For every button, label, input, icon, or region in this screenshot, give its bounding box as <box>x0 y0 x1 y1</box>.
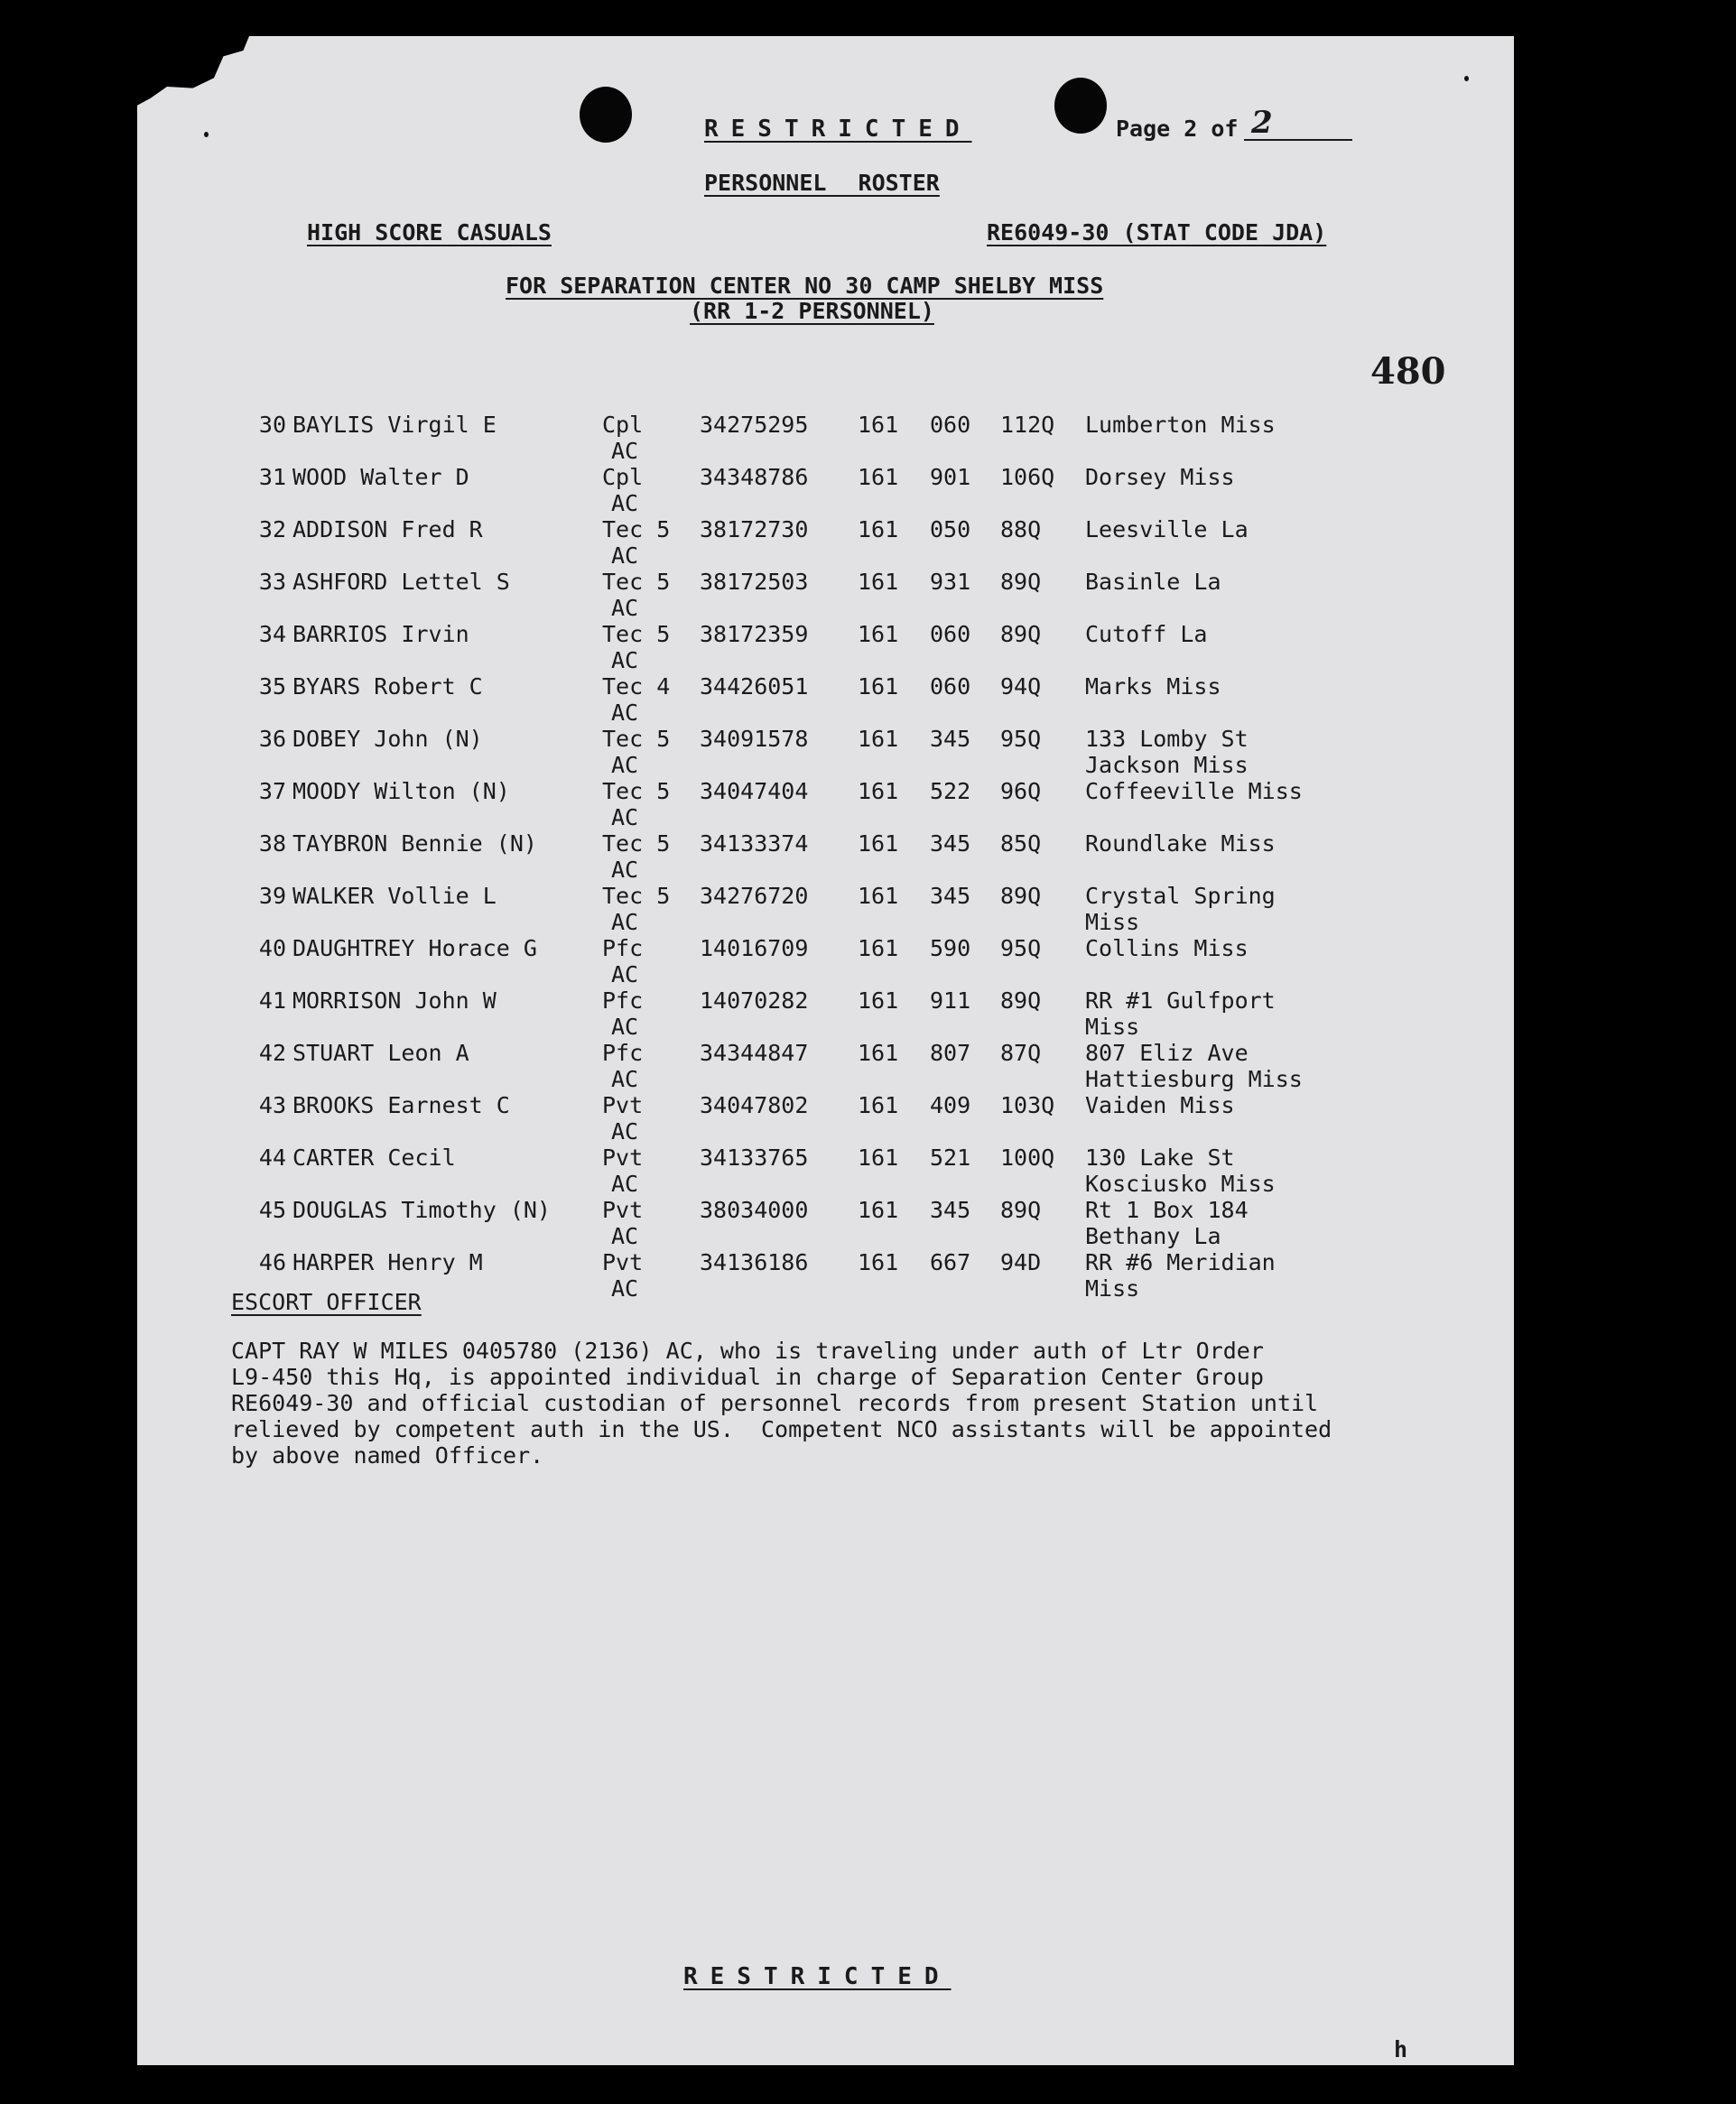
address-line: Rt 1 Box 184 <box>1085 1197 1249 1223</box>
score: 103Q <box>1000 1092 1055 1118</box>
code-a: 161 <box>858 883 899 909</box>
serial-number: 34047802 <box>700 1092 809 1118</box>
branch: AC <box>611 1066 639 1092</box>
roster-row <box>137 771 1514 830</box>
home-address <box>1085 1092 1235 1118</box>
escort-line: RE6049-30 and official custodian of personnel records from present Station until <box>231 1390 1319 1416</box>
row-number: 33 <box>258 569 286 595</box>
row-number: 30 <box>258 412 286 438</box>
escort-line: L9-450 this Hq, is appointed individual in charge of Separation Center Group <box>231 1364 1264 1390</box>
serial-number: 34275295 <box>700 412 809 438</box>
roster-row <box>137 823 1514 883</box>
row-number: 34 <box>258 621 286 647</box>
rank: Pvt <box>602 1092 644 1118</box>
soldier-name: BARRIOS Irvin <box>292 621 469 647</box>
rank: Tec 5 <box>602 621 671 647</box>
roster-row <box>137 1033 1514 1092</box>
serial-number: 34091578 <box>700 726 809 752</box>
header-restricted: RESTRICTED <box>704 116 972 143</box>
code-a: 161 <box>858 726 899 752</box>
code-b: 345 <box>930 1197 971 1223</box>
roster-row <box>137 718 1514 778</box>
code-b: 901 <box>930 464 971 490</box>
roster-row <box>137 666 1514 726</box>
row-number: 37 <box>258 778 286 804</box>
code-b: 667 <box>930 1249 971 1275</box>
home-address <box>1085 464 1235 490</box>
serial-number: 34344847 <box>700 1040 809 1066</box>
soldier-name: BAYLIS Virgil E <box>292 412 497 438</box>
punch-hole-right <box>1054 78 1107 134</box>
code-a: 161 <box>858 1249 899 1275</box>
branch: AC <box>611 542 639 569</box>
home-address <box>1085 621 1207 647</box>
home-address <box>1085 778 1303 804</box>
code-a: 161 <box>858 778 899 804</box>
address-line: Miss <box>1085 909 1140 935</box>
serial-number: 34133374 <box>700 830 809 857</box>
address-line: Lumberton Miss <box>1085 412 1276 438</box>
escort-paragraph <box>231 1338 1332 1469</box>
rank: Cpl <box>602 464 644 490</box>
branch: AC <box>611 961 639 987</box>
escort-line: CAPT RAY W MILES 0405780 (2136) AC, who is traveling under auth of Ltr Order <box>231 1338 1264 1364</box>
home-address <box>1085 1249 1276 1302</box>
serial-number: 34136186 <box>700 1249 809 1275</box>
code-a: 161 <box>858 673 899 700</box>
soldier-name: STUART Leon A <box>292 1040 469 1066</box>
rank: Pfc <box>602 987 644 1014</box>
serial-number: 38172503 <box>700 569 809 595</box>
address-line: 133 Lomby St <box>1085 726 1249 752</box>
roster-row <box>137 876 1514 935</box>
code-a: 161 <box>858 1197 899 1223</box>
soldier-name: BYARS Robert C <box>292 673 483 700</box>
score: 89Q <box>1000 987 1042 1014</box>
soldier-name: DOUGLAS Timothy (N) <box>292 1197 551 1223</box>
code-b: 050 <box>930 516 971 542</box>
score: 95Q <box>1000 935 1042 961</box>
row-number: 35 <box>258 673 286 700</box>
branch: AC <box>611 909 639 935</box>
branch: AC <box>611 804 639 830</box>
serial-number: 34276720 <box>700 883 809 909</box>
serial-number: 34133765 <box>700 1145 809 1171</box>
score: 87Q <box>1000 1040 1042 1066</box>
code-a: 161 <box>858 621 899 647</box>
soldier-name: CARTER Cecil <box>292 1145 456 1171</box>
address-line: Coffeeville Miss <box>1085 778 1303 804</box>
code-b: 060 <box>930 412 971 438</box>
page-total-handwritten: 2 <box>1251 105 1273 141</box>
rank: Tec 5 <box>602 726 671 752</box>
address-line: Vaiden Miss <box>1085 1092 1235 1118</box>
address-line: Basinle La <box>1085 569 1221 595</box>
rank: Pvt <box>602 1249 644 1275</box>
branch: AC <box>611 647 639 673</box>
address-line: Kosciusko Miss <box>1085 1171 1276 1197</box>
soldier-name: MOODY Wilton (N) <box>292 778 510 804</box>
code-a: 161 <box>858 1145 899 1171</box>
footer-restricted: RESTRICTED <box>683 1963 952 1990</box>
home-address <box>1085 673 1221 700</box>
code-b: 409 <box>930 1092 971 1118</box>
branch: AC <box>611 438 639 464</box>
soldier-name: WALKER Vollie L <box>292 883 497 909</box>
serial-number: 34047404 <box>700 778 809 804</box>
code-a: 161 <box>858 464 899 490</box>
serial-number: 38172730 <box>700 516 809 542</box>
row-number: 31 <box>258 464 286 490</box>
row-number: 41 <box>258 987 286 1014</box>
personnel-note: (RR 1-2 PERSONNEL) <box>690 298 934 324</box>
branch: AC <box>611 1171 639 1197</box>
corner-mark: h <box>1394 2036 1408 2062</box>
roster-row <box>137 980 1514 1040</box>
address-line: Marks Miss <box>1085 673 1221 700</box>
home-address <box>1085 830 1276 857</box>
address-line: Crystal Spring <box>1085 883 1276 909</box>
branch: AC <box>611 857 639 883</box>
soldier-name: ADDISON Fred R <box>292 516 483 542</box>
code-a: 161 <box>858 1092 899 1118</box>
code-b: 590 <box>930 935 971 961</box>
code-b: 345 <box>930 830 971 857</box>
roster-row <box>137 509 1514 569</box>
rank: Cpl <box>602 412 644 438</box>
address-line: Cutoff La <box>1085 621 1208 647</box>
address-line: Hattiesburg Miss <box>1085 1066 1303 1092</box>
rank: Tec 5 <box>602 778 671 804</box>
home-address <box>1085 935 1249 961</box>
roster-row <box>137 928 1514 987</box>
torn-corner <box>132 36 249 108</box>
code-b: 345 <box>930 726 971 752</box>
score: 96Q <box>1000 778 1042 804</box>
soldier-name: TAYBRON Bennie (N) <box>292 830 537 857</box>
address-line: Leesville La <box>1085 516 1249 542</box>
address-line: Collins Miss <box>1085 935 1249 961</box>
address-line: Miss <box>1085 1275 1140 1302</box>
soldier-name: WOOD Walter D <box>292 464 469 490</box>
rank: Pfc <box>602 935 644 961</box>
score: 89Q <box>1000 621 1042 647</box>
speck <box>204 132 209 137</box>
score: 88Q <box>1000 516 1042 542</box>
score: 94D <box>1000 1249 1042 1275</box>
stamp-number: 480 <box>1370 350 1446 393</box>
row-number: 44 <box>258 1145 286 1171</box>
document-title: PERSONNEL ROSTER <box>704 170 940 196</box>
code-b: 345 <box>930 883 971 909</box>
row-number: 45 <box>258 1197 286 1223</box>
serial-number: 14070282 <box>700 987 809 1014</box>
rank: Pfc <box>602 1040 644 1066</box>
row-number: 46 <box>258 1249 286 1275</box>
branch: AC <box>611 1223 639 1249</box>
score: 89Q <box>1000 1197 1042 1223</box>
code-a: 161 <box>858 830 899 857</box>
row-number: 38 <box>258 830 286 857</box>
roster-row <box>137 1137 1514 1197</box>
serial-number: 38034000 <box>700 1197 809 1223</box>
address-line: RR #6 Meridian <box>1085 1249 1276 1275</box>
score: 95Q <box>1000 726 1042 752</box>
rank: Tec 5 <box>602 883 671 909</box>
document-page <box>137 36 1514 2065</box>
code-a: 161 <box>858 935 899 961</box>
page-total <box>1244 105 1352 141</box>
soldier-name: MORRISON John W <box>292 987 497 1014</box>
branch: AC <box>611 1014 639 1040</box>
address-line: Dorsey Miss <box>1085 464 1235 490</box>
rank: Tec 5 <box>602 516 671 542</box>
row-number: 39 <box>258 883 286 909</box>
roster-row <box>137 561 1514 621</box>
score: 85Q <box>1000 830 1042 857</box>
code-b: 060 <box>930 673 971 700</box>
row-number: 36 <box>258 726 286 752</box>
branch: AC <box>611 1118 639 1145</box>
address-line: Miss <box>1085 1014 1140 1040</box>
group-left: HIGH SCORE CASUALS <box>307 219 552 246</box>
code-a: 161 <box>858 569 899 595</box>
soldier-name: HARPER Henry M <box>292 1249 483 1275</box>
score: 89Q <box>1000 569 1042 595</box>
soldier-name: DOBEY John (N) <box>292 726 483 752</box>
code-b: 911 <box>930 987 971 1014</box>
score: 112Q <box>1000 412 1055 438</box>
soldier-name: DAUGHTREY Horace G <box>292 935 537 961</box>
punch-hole-left <box>580 87 632 143</box>
address-line: 807 Eliz Ave <box>1085 1040 1249 1066</box>
score: 106Q <box>1000 464 1055 490</box>
soldier-name: ASHFORD Lettel S <box>292 569 510 595</box>
serial-number: 34348786 <box>700 464 809 490</box>
code-a: 161 <box>858 1040 899 1066</box>
row-number: 43 <box>258 1092 286 1118</box>
rank: Tec 5 <box>602 569 671 595</box>
code-a: 161 <box>858 516 899 542</box>
code-b: 522 <box>930 778 971 804</box>
branch: AC <box>611 595 639 621</box>
rank: Pvt <box>602 1145 644 1171</box>
roster-row <box>137 1190 1514 1249</box>
roster-row <box>137 404 1514 464</box>
rank: Tec 5 <box>602 830 671 857</box>
branch: AC <box>611 1275 639 1302</box>
code-a: 161 <box>858 412 899 438</box>
address-line: Roundlake Miss <box>1085 830 1276 857</box>
address-line: RR #1 Gulfport <box>1085 987 1276 1014</box>
code-b: 060 <box>930 621 971 647</box>
escort-heading: ESCORT OFFICER <box>231 1289 422 1315</box>
serial-number: 38172359 <box>700 621 809 647</box>
home-address <box>1085 516 1249 542</box>
serial-number: 34426051 <box>700 673 809 700</box>
row-number: 32 <box>258 516 286 542</box>
address-line: Jackson Miss <box>1085 752 1249 778</box>
score: 94Q <box>1000 673 1042 700</box>
destination: FOR SEPARATION CENTER NO 30 CAMP SHELBY MISS <box>506 273 1104 299</box>
speck <box>1464 76 1469 81</box>
code-b: 807 <box>930 1040 971 1066</box>
escort-line: by above named Officer. <box>231 1442 544 1469</box>
row-number: 40 <box>258 935 286 961</box>
branch: AC <box>611 700 639 726</box>
branch: AC <box>611 752 639 778</box>
code-b: 521 <box>930 1145 971 1171</box>
roster-row <box>137 457 1514 516</box>
serial-number: 14016709 <box>700 935 809 961</box>
address-line: Bethany La <box>1085 1223 1221 1249</box>
score: 89Q <box>1000 883 1042 909</box>
score: 100Q <box>1000 1145 1055 1171</box>
code-b: 931 <box>930 569 971 595</box>
roster-row <box>137 614 1514 673</box>
row-number: 42 <box>258 1040 286 1066</box>
soldier-name: BROOKS Earnest C <box>292 1092 510 1118</box>
escort-line: relieved by competent auth in the US. Competent NCO assistants will be appointed <box>231 1416 1332 1442</box>
code-a: 161 <box>858 987 899 1014</box>
rank: Tec 4 <box>602 673 671 700</box>
rank: Pvt <box>602 1197 644 1223</box>
address-line: 130 Lake St <box>1085 1145 1235 1171</box>
home-address <box>1085 569 1221 595</box>
group-right: RE6049-30 (STAT CODE JDA) <box>987 219 1327 246</box>
page-label: Page 2 of <box>1116 116 1239 142</box>
roster-row <box>137 1085 1514 1145</box>
home-address <box>1085 412 1276 438</box>
branch: AC <box>611 490 639 516</box>
